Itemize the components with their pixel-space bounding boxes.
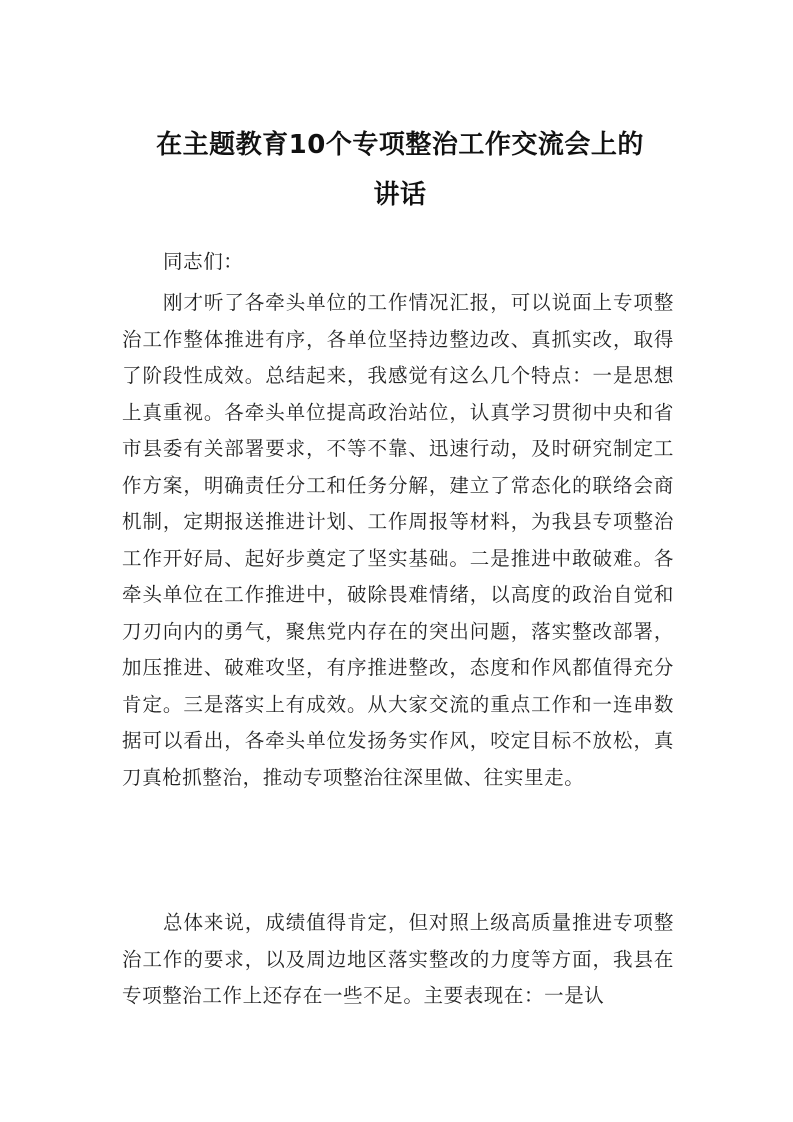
salutation: 同志们： — [163, 250, 244, 273]
document-title-line-2: 讲话 — [373, 180, 427, 210]
paragraph-2: 总体来说，成绩值得肯定，但对照上级高质量推进专项整治工作的要求，以及周边地区落实整改的力度等方面，我县在专项整治工作上还存在一些不足。主要表现在：一是认 — [122, 911, 674, 1007]
document-title-line-1: 在主题教育10个专项整治工作交流会上的 — [156, 130, 644, 160]
paragraph-1: 刚才听了各牵头单位的工作情况汇报，可以说面上专项整治工作整体推进有序，各单位坚持边整边改、真抓实改，取得了阶段性成效。总结起来，我感觉有这么几个特点：一是思想上真重视。各牵头单位提高政治站位，认真学习贯彻中央和省市县委有关部署要求，不等不靠、迅速行动，及时研究制定工作方案，明确责任分工和任务分解，建立了常态化的联络会商机制，定期报送推进计划、工作周报等材料，为我县专项整治工作开好局、起好步奠定了坚实基础。二是推进中敢破难。各牵头单位在工作推进中，破除畏难情绪，以高度的政治自觉和刀刃向内的勇气，聚焦党内存在的突出问题，落实整改部署，加压推进、破难攻坚，有序推进整改，态度和作风都值得充分肯定。三是落实上有成效。从大家交流的重点工作和一连串数据可以看出，各牵头单位发扬务实作风，咬定目标不放松，真刀真枪抓整治，推动专项整治往深里做、往实里走。 — [122, 291, 674, 789]
